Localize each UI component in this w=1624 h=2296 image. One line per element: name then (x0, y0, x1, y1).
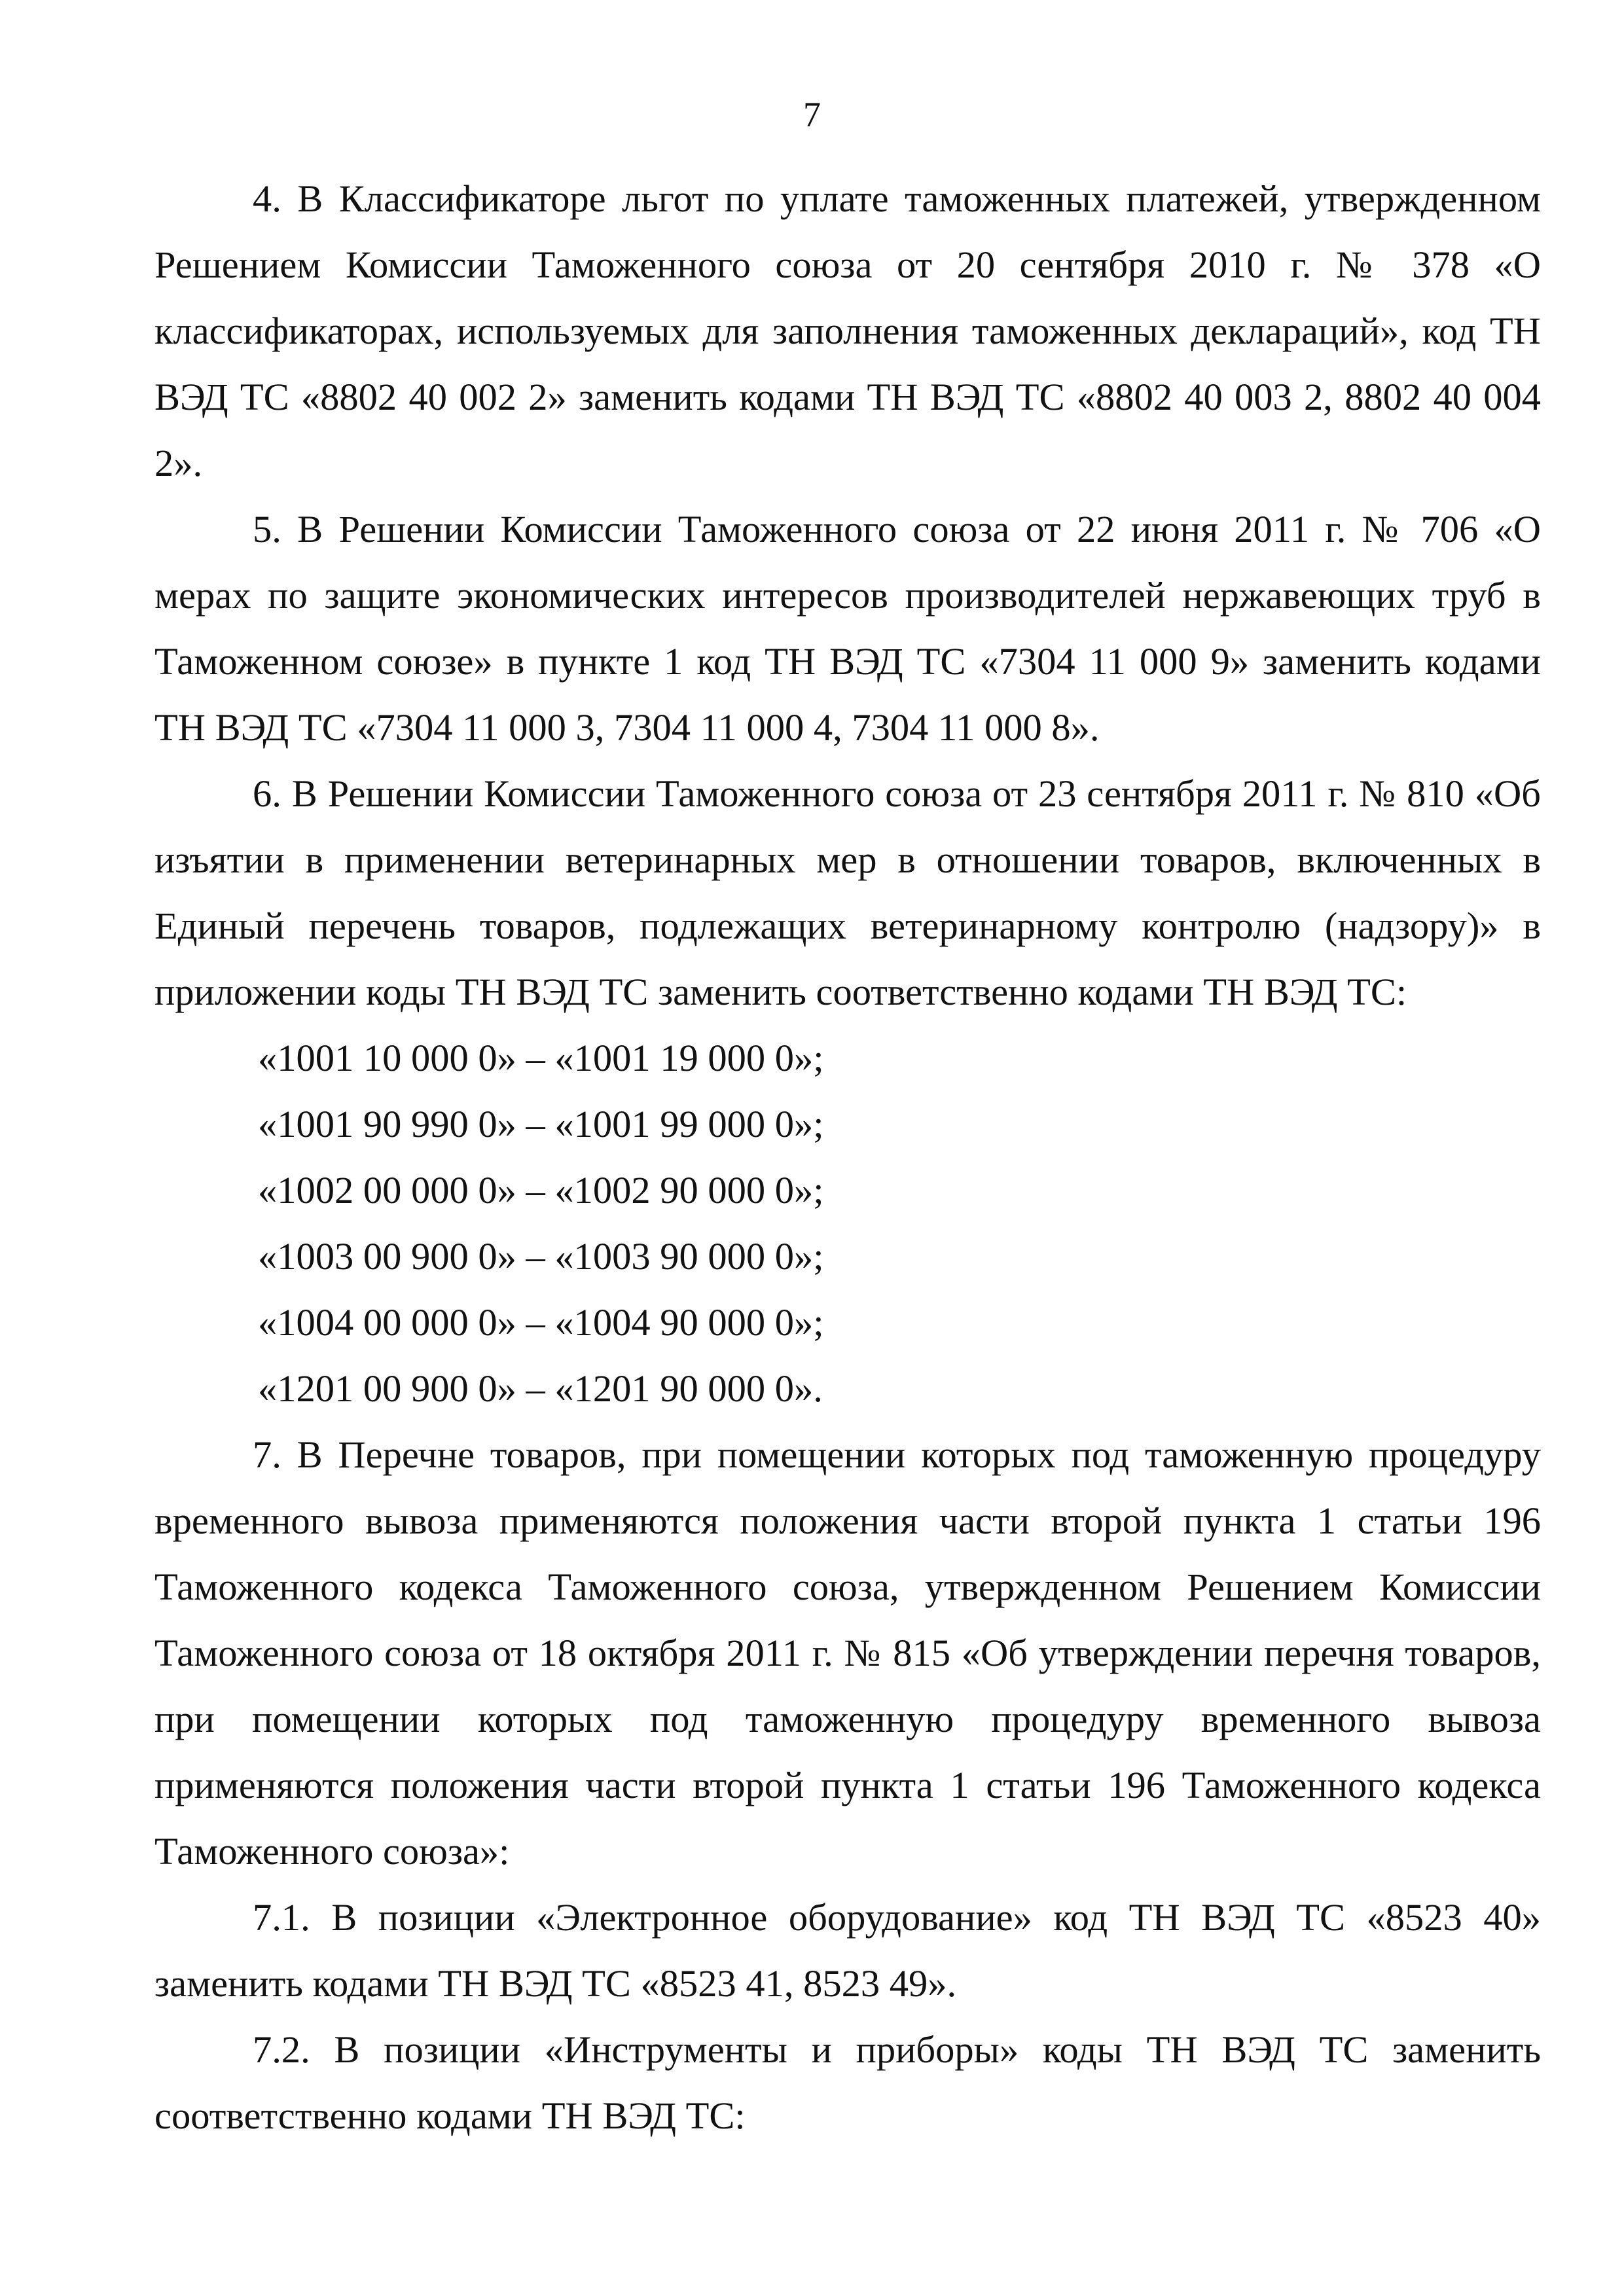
paragraph-6: 6. В Решении Комиссии Таможенного союза от 23 сентября 2011 г. № 810 «Об изъятии в применении ветеринарных мер в отношении товаров, включенных в Единый перечень товаров, подлежащих ветеринарному контролю (надзору)» в приложении коды ТН ВЭД ТС заменить соответственно кодами ТН ВЭД ТС: (154, 772, 1541, 1013)
paragraph-4: 4. В Классификаторе льгот по уплате таможенных платежей, утвержденном Решением Комиссии Таможенного союза от 20 сентября 2010 г. № 378 «О классификаторах, используемых для заполнения таможенных деклараций», код ТН ВЭД ТС «8802 40 002 2» заменить кодами ТН ВЭД ТС «8802 40 003 2, 8802 40 004 2». (154, 177, 1541, 484)
document-body (154, 166, 1541, 2149)
code-line: «1003 00 900 0» – «1003 90 000 0»; (258, 1235, 824, 1278)
paragraph-7-2: 7.2. В позиции «Инструменты и приборы» коды ТН ВЭД ТС заменить соответственно кодами ТН ВЭД ТС: (154, 2028, 1541, 2137)
code-line: «1201 00 900 0» – «1201 90 000 0». (258, 1367, 823, 1410)
code-line: «1001 90 990 0» – «1001 99 000 0»; (258, 1103, 824, 1145)
code-line: «1004 00 000 0» – «1004 90 000 0»; (258, 1301, 824, 1344)
code-list (154, 1025, 1541, 1422)
paragraph-5: 5. В Решении Комиссии Таможенного союза от 22 июня 2011 г. № 706 «О мерах по защите экономических интересов производителей нержавеющих труб в Таможенном союзе» в пункте 1 код ТН ВЭД ТС «7304 11 000 9» заменить кодами ТН ВЭД ТС «7304 11 000 3, 7304 11 000 4, 7304 11 000 8». (154, 508, 1541, 749)
code-line: «1002 00 000 0» – «1002 90 000 0»; (258, 1169, 824, 1211)
page-number: 7 (803, 95, 821, 134)
code-line: «1001 10 000 0» – «1001 19 000 0»; (258, 1037, 824, 1079)
paragraph-7-1: 7.1. В позиции «Электронное оборудование» код ТН ВЭД ТС «8523 40» заменить кодами ТН ВЭД ТС «8523 41, 8523 49». (154, 1896, 1541, 2005)
paragraph-7: 7. В Перечне товаров, при помещении которых под таможенную процедуру временного вывоза применяются положения части второй пункта 1 статьи 196 Таможенного кодекса Таможенного союза, утвержденном Решением Комиссии Таможенного союза от 18 октября 2011 г. № 815 «Об утверждении перечня товаров, при помещении которых под таможенную процедуру временного вывоза применяются положения части второй пункта 1 статьи 196 Таможенного кодекса Таможенного союза»: (154, 1433, 1541, 1873)
